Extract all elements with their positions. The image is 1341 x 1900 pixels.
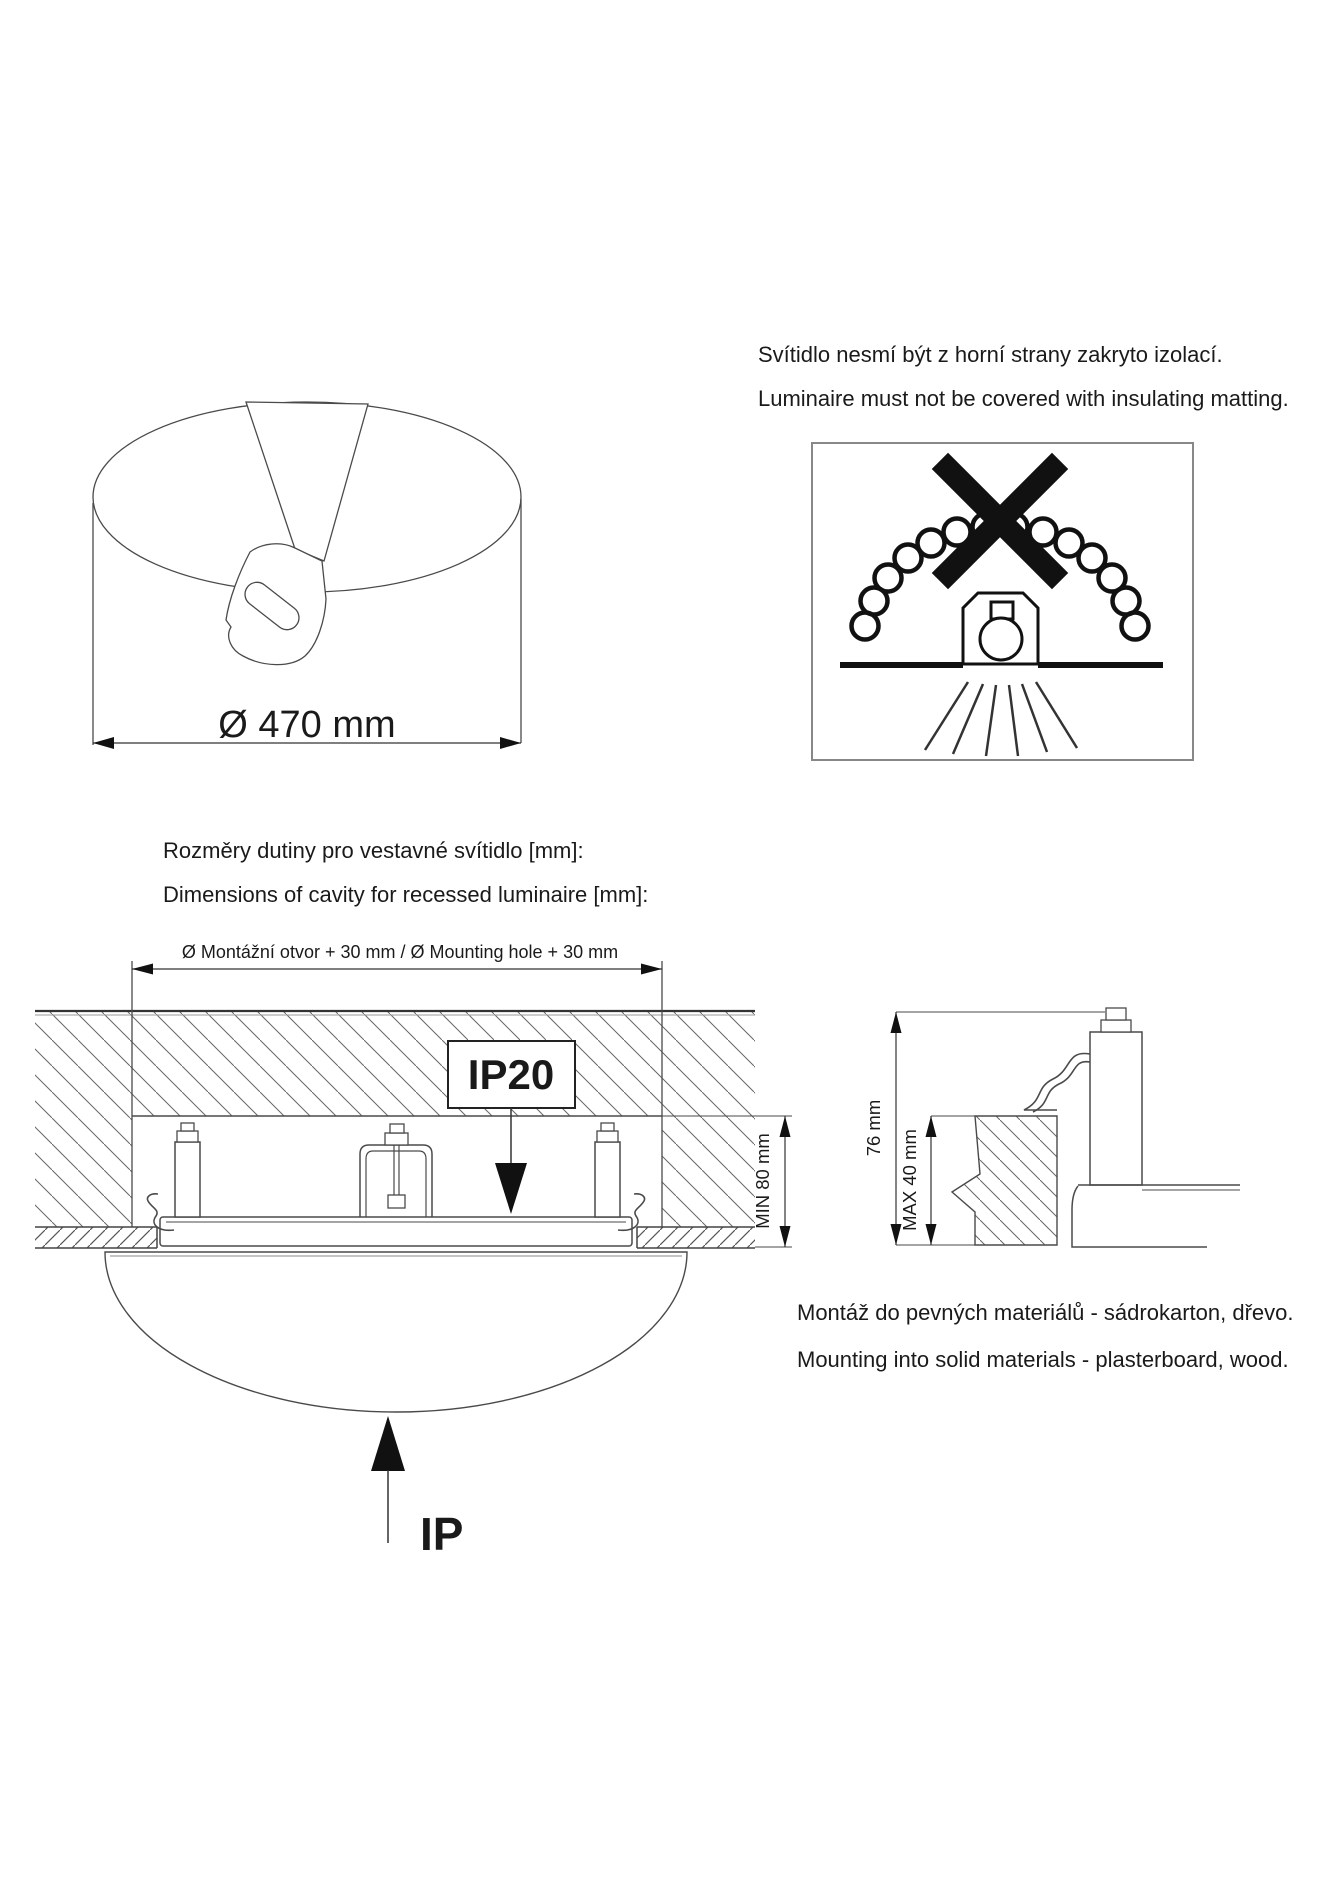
- mounting-note-cs: Montáž do pevných materiálů - sádrokarton, dřevo.: [797, 1300, 1294, 1325]
- ip20-label: IP20: [467, 1051, 555, 1098]
- insulation-note-cs: Svítidlo nesmí být z horní strany zakryto izolací.: [758, 342, 1223, 367]
- spring-wire-clip: [1024, 1053, 1090, 1112]
- side-mounting-detail: [863, 1008, 1240, 1247]
- dim-arrow-right-icon: [641, 964, 662, 975]
- cavity-cross-section: [35, 942, 792, 1560]
- ip20-arrow-down-icon: [495, 1163, 527, 1214]
- dim-arrow-down-icon: [926, 1224, 937, 1245]
- panel-break-block: [952, 1116, 1057, 1245]
- insulation-note-en: Luminaire must not be covered with insulating matting.: [758, 386, 1289, 411]
- mounting-note-en: Mounting into solid materials - plasterboard, wood.: [797, 1347, 1289, 1372]
- luminaire-body: [105, 1123, 687, 1412]
- dim-arrow-left-icon: [93, 737, 114, 749]
- dim-arrow-up-icon: [891, 1012, 902, 1033]
- dim-arrow-left-icon: [132, 964, 153, 975]
- total-height-dimension: [863, 1012, 902, 1245]
- insulation-warning-pictogram: [812, 443, 1193, 760]
- cutout-diagram: [93, 402, 521, 749]
- hole-dimension-label: Ø Montážní otvor + 30 mm / Ø Mounting hole + 30 mm: [181, 942, 619, 962]
- cavity-heading-en: Dimensions of cavity for recessed luminaire [mm]:: [163, 882, 649, 907]
- ip20-callout: [448, 1041, 575, 1214]
- hole-dimension: [132, 942, 662, 975]
- left-terminal-post: [175, 1142, 200, 1217]
- dim-arrow-down-icon: [780, 1226, 791, 1247]
- luminaire-dome: [105, 1252, 687, 1412]
- dim-arrow-up-icon: [780, 1116, 791, 1137]
- cavity-heading-cs: Rozměry dutiny pro vestavné svítidlo [mm]:: [163, 838, 584, 863]
- max-thickness-dimension: [899, 1116, 937, 1245]
- right-terminal-post: [595, 1142, 620, 1217]
- total-height-label: 76 mm: [863, 1099, 884, 1157]
- ip-arrow-up-icon: [371, 1416, 405, 1471]
- max-thickness-label: MAX 40 mm: [899, 1129, 920, 1231]
- luminaire-base-pan: [160, 1217, 632, 1246]
- dim-arrow-right-icon: [500, 737, 521, 749]
- ip-label: IP: [420, 1508, 464, 1560]
- dim-arrow-up-icon: [926, 1116, 937, 1137]
- ip-callout: [371, 1416, 463, 1560]
- cutout-diameter-label: Ø 470 mm: [218, 704, 396, 746]
- luminaire-rim-profile: [1072, 1185, 1240, 1247]
- clamp-post: [1090, 1008, 1142, 1185]
- min-height-label: MIN 80 mm: [752, 1133, 773, 1229]
- recessed-lamp-icon: [963, 593, 1038, 664]
